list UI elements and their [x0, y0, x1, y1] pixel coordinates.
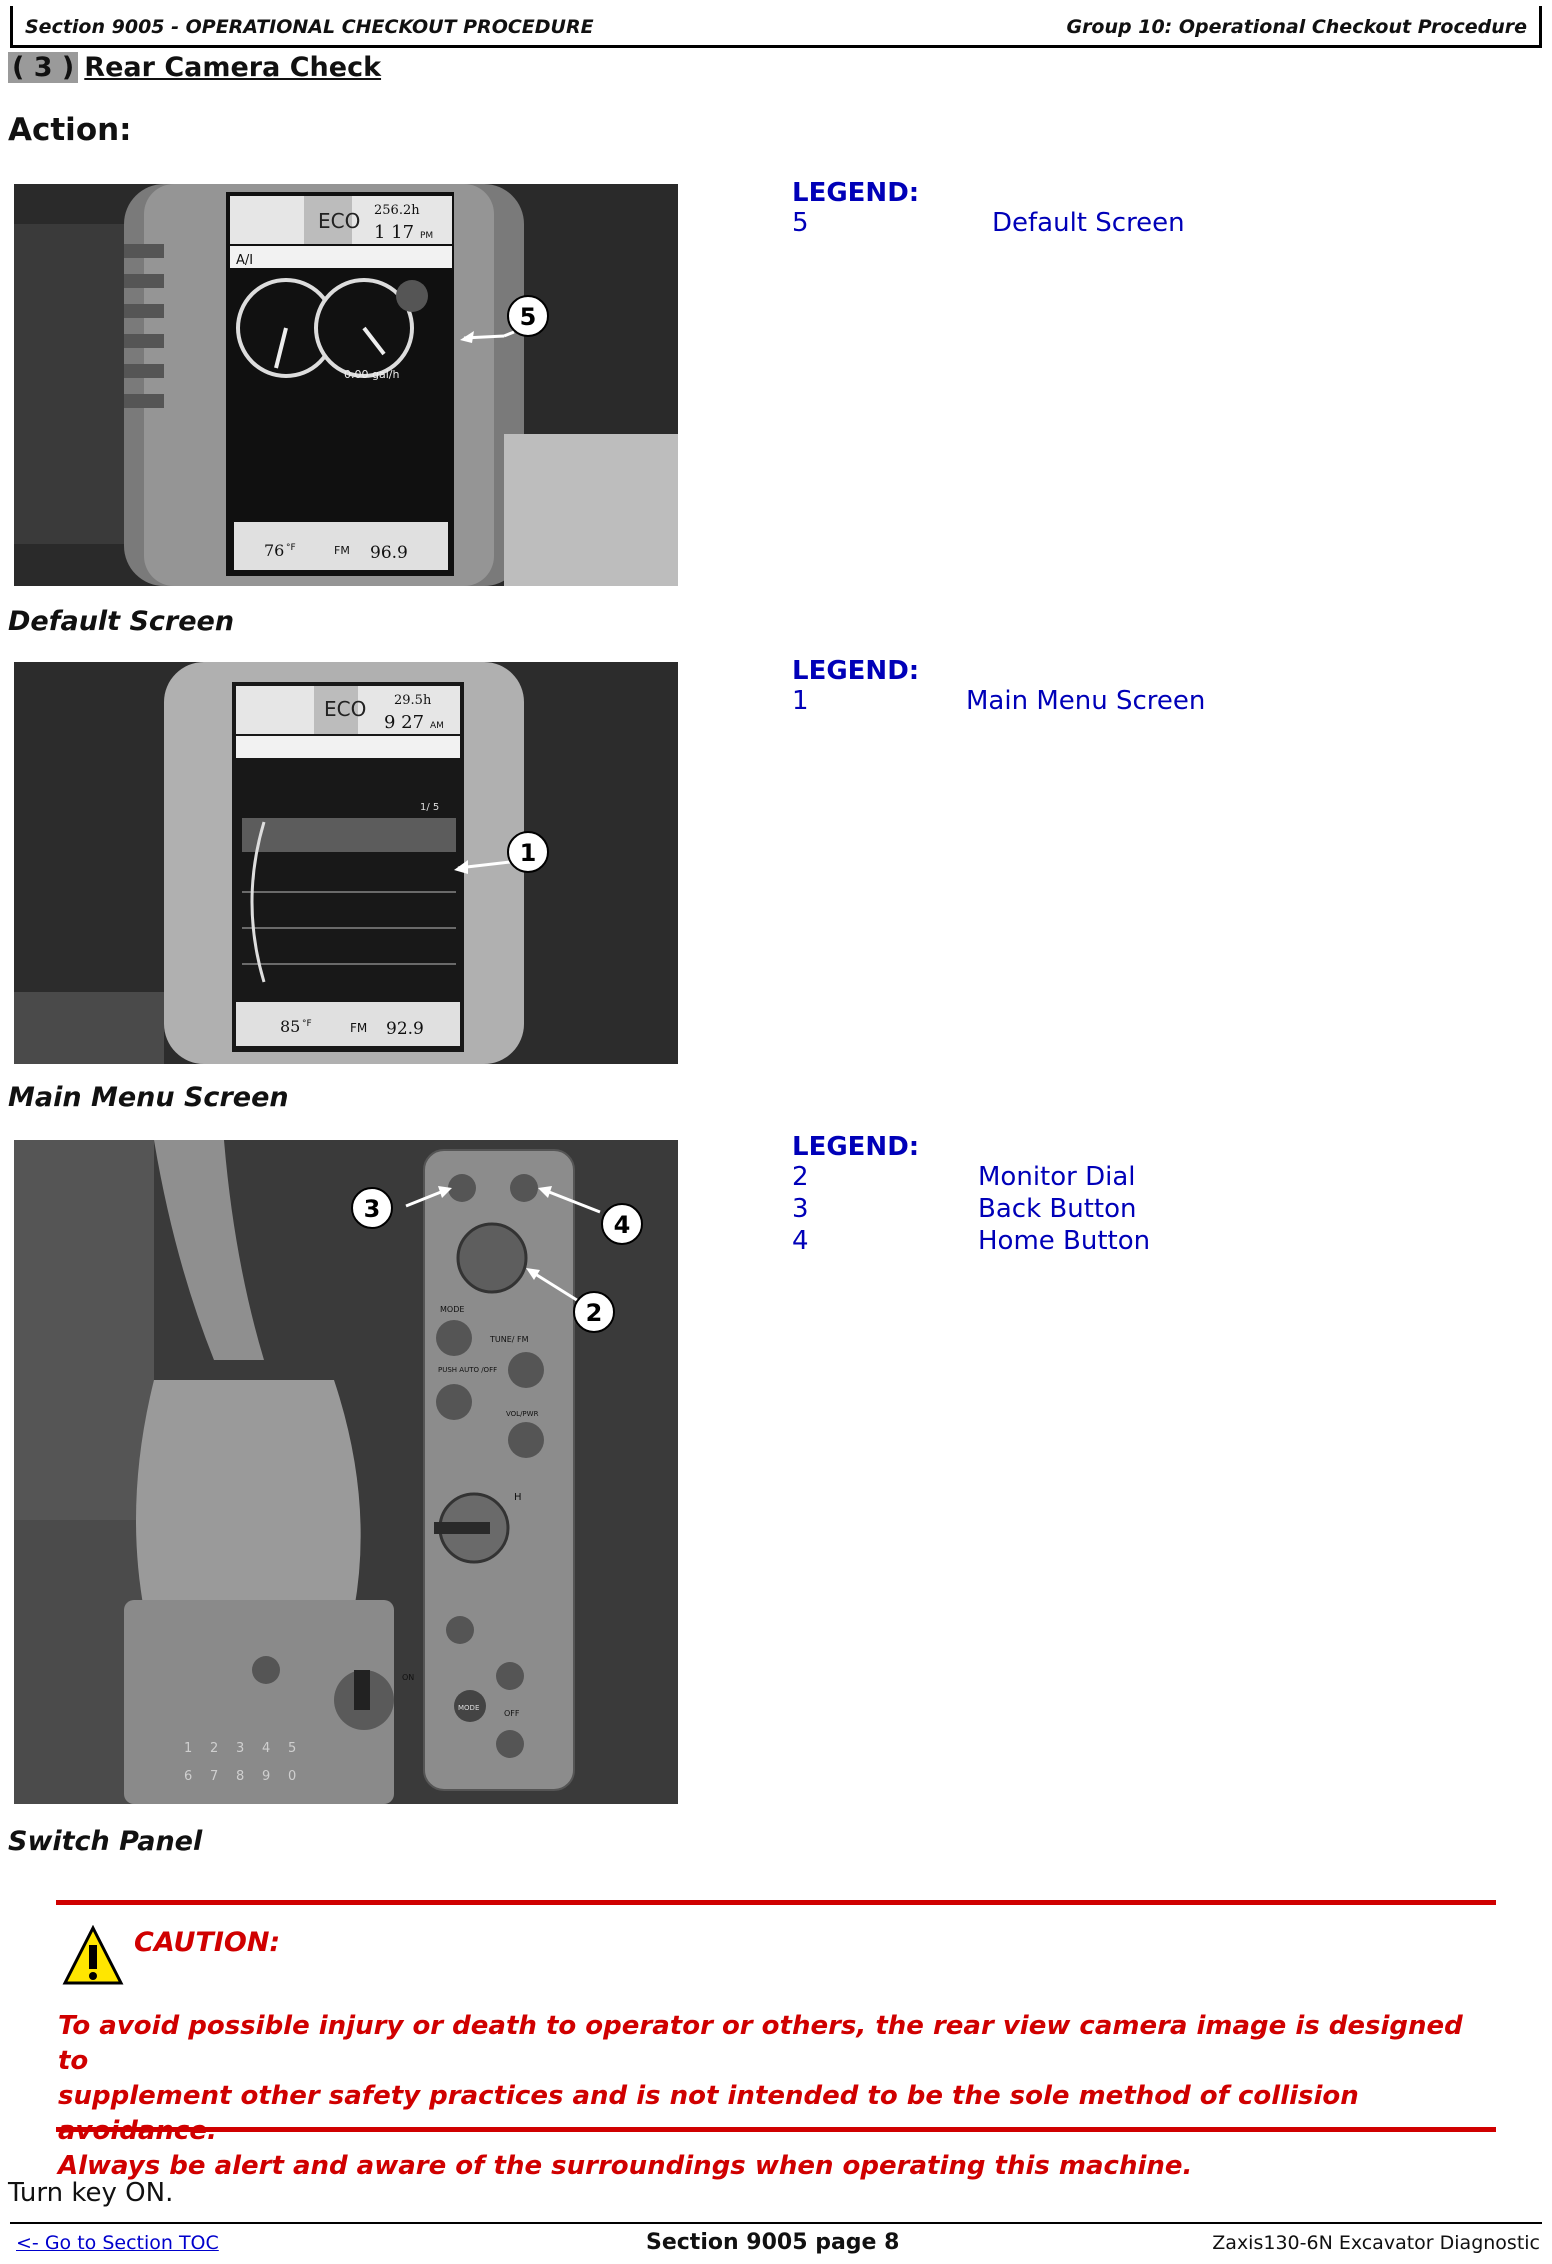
caption-main-menu-screen: Main Menu Screen	[8, 1082, 289, 1113]
panel-on-label: ON	[402, 1673, 415, 1682]
screen-radio-freq: 92.9	[386, 1019, 424, 1039]
legend-text: Monitor Dial	[978, 1162, 1136, 1192]
screen-temp: 76	[264, 541, 285, 560]
screen-ampm: PM	[420, 231, 434, 241]
action-label: Action:	[8, 112, 132, 148]
section-toc-link[interactable]: <- Go to Section TOC	[16, 2232, 219, 2254]
panel-vol-label: VOL/PWR	[506, 1410, 539, 1418]
footer-divider	[10, 2222, 1542, 2224]
legend-number: 2	[792, 1162, 809, 1192]
screen-fm-label: FM	[334, 544, 350, 557]
document-title: Zaxis130-6N Excavator Diagnostic	[1212, 2232, 1540, 2254]
callout-5-number: 5	[519, 303, 537, 331]
screen-clock: 9 27	[384, 712, 425, 733]
header-group: Group 10: Operational Checkout Procedure	[1066, 16, 1527, 38]
panel-off-label: OFF	[504, 1709, 520, 1718]
screen-temp-unit: °F	[286, 543, 296, 553]
step-title[interactable]: Rear Camera Check	[84, 52, 382, 83]
screen-ai-label: A/I	[236, 253, 254, 268]
caution-title: CAUTION:	[134, 1927, 281, 1958]
caution-text	[58, 2009, 1478, 2184]
keypad-4: 4	[262, 1741, 271, 1756]
screen-hour-meter: 29.5h	[394, 693, 432, 708]
legend-row	[792, 1194, 1137, 1226]
legend-title: LEGEND:	[792, 178, 920, 208]
legend-text: Default Screen	[992, 208, 1185, 238]
keypad-9: 9	[262, 1769, 271, 1784]
switch-panel-photo	[14, 1140, 678, 1804]
caution-box	[56, 1900, 1496, 2181]
panel-h-label: H	[514, 1492, 522, 1503]
callout-3-number: 3	[363, 1195, 381, 1223]
keypad-7: 7	[210, 1769, 219, 1784]
legend-title: LEGEND:	[792, 1132, 920, 1162]
step-heading	[8, 52, 381, 83]
panel-tune-label: TUNE/ FM	[490, 1335, 529, 1344]
screen-fuel-rate: 0.00 gal/h	[344, 368, 400, 381]
caution-line: Always be alert and aware of the surroundings when operating this machine.	[58, 2151, 1193, 2181]
legend-main-menu-screen	[792, 656, 1206, 718]
keypad-3: 3	[236, 1741, 245, 1756]
keypad-1: 1	[184, 1741, 193, 1756]
panel-auto-label: PUSH AUTO /OFF	[438, 1366, 498, 1374]
warning-triangle-icon	[62, 1925, 124, 1987]
screen-hour-meter: 256.2h	[374, 203, 420, 218]
screen-clock: 1 17	[374, 222, 415, 243]
legend-row	[792, 686, 1206, 718]
callout-1-number: 1	[519, 839, 537, 867]
screen-eco-label: ECO	[324, 697, 367, 721]
keypad-0: 0	[288, 1769, 297, 1784]
legend-row	[792, 208, 1185, 240]
main-menu-screen-photo	[14, 662, 678, 1064]
caution-line: supplement other safety practices and is not intended to be the sole method of collision avoidance.	[58, 2081, 1359, 2146]
default-screen-photo	[14, 184, 678, 586]
legend-text: Home Button	[978, 1226, 1151, 1256]
screen-ampm: AM	[430, 721, 444, 731]
screen-eco-label: ECO	[318, 209, 361, 233]
legend-default-screen	[792, 178, 1185, 240]
screen-temp-unit: °F	[302, 1019, 312, 1029]
switch-panel-illustration	[14, 1140, 678, 1804]
caption-default-screen: Default Screen	[8, 606, 235, 637]
legend-row	[792, 1226, 1151, 1258]
screen-page-indicator: 1/ 5	[420, 802, 440, 813]
page-number: Section 9005 page 8	[646, 2230, 900, 2255]
legend-number: 5	[792, 208, 809, 238]
callout-2-number: 2	[585, 1299, 603, 1327]
caution-line: To avoid possible injury or death to operator or others, the rear view camera image is designed to	[58, 2011, 1463, 2076]
caption-switch-panel: Switch Panel	[8, 1826, 203, 1857]
legend-number: 1	[792, 686, 809, 716]
page-header	[10, 6, 1542, 48]
legend-switch-panel	[792, 1132, 1151, 1258]
keypad-6: 6	[184, 1769, 193, 1784]
keypad-8: 8	[236, 1769, 245, 1784]
monitor-menu-illustration	[14, 662, 678, 1064]
keypad-2: 2	[210, 1741, 219, 1756]
step-number: ( 3 )	[8, 52, 78, 83]
instruction-text: Turn key ON.	[8, 2178, 174, 2208]
keypad-5: 5	[288, 1741, 297, 1756]
legend-number: 4	[792, 1226, 809, 1256]
panel-mode-button-label: MODE	[458, 1704, 480, 1712]
legend-text: Back Button	[978, 1194, 1137, 1224]
callout-4-number: 4	[613, 1211, 631, 1239]
legend-text: Main Menu Screen	[966, 686, 1206, 716]
screen-fm-label: FM	[350, 1021, 368, 1035]
panel-mode-label: MODE	[440, 1305, 465, 1314]
legend-title: LEGEND:	[792, 656, 920, 686]
legend-row	[792, 1162, 1136, 1194]
monitor-illustration	[14, 184, 678, 586]
header-section: Section 9005 - OPERATIONAL CHECKOUT PROCEDURE	[25, 16, 594, 38]
screen-radio-freq: 96.9	[370, 543, 408, 563]
screen-temp: 85	[280, 1017, 301, 1036]
legend-number: 3	[792, 1194, 809, 1224]
